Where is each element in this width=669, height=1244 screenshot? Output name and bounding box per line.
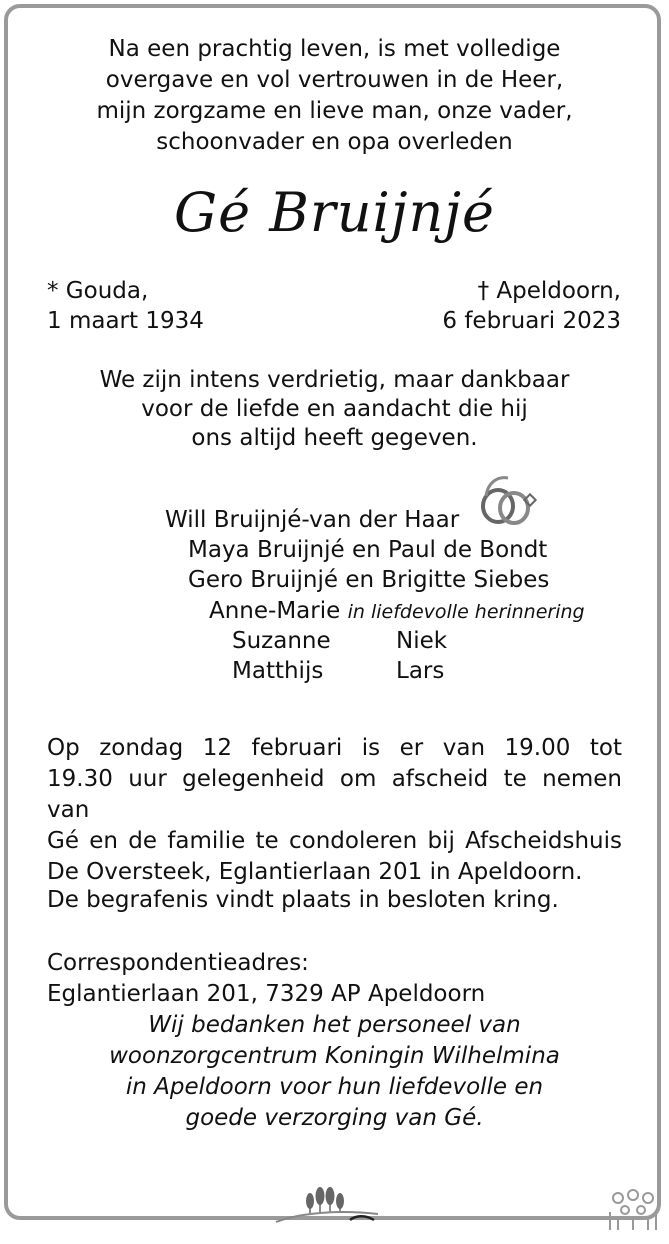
- thanks-line: woonzorgcentrum Koningin Wilhelmina: [109, 1043, 560, 1069]
- death-date: 6 februari 2023: [442, 308, 621, 334]
- grandchild-memory-name: Anne-Marie: [209, 598, 341, 624]
- death-place: † Apeldoorn,: [477, 278, 621, 304]
- family-child-1: Maya Bruijnjé en Paul de Bondt: [188, 537, 548, 563]
- sorrow-line: voor de liefde en aandacht die hij: [141, 396, 528, 422]
- correspondence-address: Eglantierlaan 201, 7329 AP Apeldoorn: [47, 981, 486, 1007]
- deceased-name: Gé Bruijnjé: [173, 181, 496, 244]
- sorrow-line: We zijn intens verdrietig, maar dankbaar: [99, 367, 570, 393]
- intro-line: Na een prachtig leven, is met volledige: [108, 36, 561, 62]
- thanks-line: Wij bedanken het personeel van: [148, 1012, 521, 1038]
- family-spouse: Will Bruijnjé-van der Haar: [165, 507, 460, 533]
- funeral-note: De begrafenis vindt plaats in besloten kring.: [47, 887, 559, 913]
- birth-place: * Gouda,: [47, 278, 149, 304]
- grandchild-name: Niek: [396, 628, 448, 654]
- birth-date: 1 maart 1934: [47, 308, 204, 334]
- thanks-line: goede verzorging van Gé.: [185, 1105, 484, 1131]
- intro-line: mijn zorgzame en lieve man, onze vader,: [96, 98, 573, 124]
- sorrow-text: [0, 366, 669, 453]
- intro-line: schoonvader en opa overleden: [156, 129, 513, 155]
- ceremony-text: [47, 733, 622, 888]
- grandchild-name: Matthijs: [232, 658, 324, 684]
- ceremony-line: Gé en de familie te condoleren bij Afscheidshuis: [47, 828, 622, 854]
- ceremony-line: De Oversteek, Eglantierlaan 201 in Apeldoorn.: [47, 859, 583, 885]
- thanks-line: in Apeldoorn voor hun liefdevolle en: [125, 1074, 544, 1100]
- correspondence: [47, 948, 622, 1010]
- thanks-text: [0, 1010, 669, 1134]
- family-child-2: Gero Bruijnjé en Brigitte Siebes: [188, 567, 550, 593]
- correspondence-label: Correspondentieadres:: [47, 950, 309, 976]
- ceremony-line: Op zondag 12 februari is er van 19.00 tot: [47, 735, 622, 761]
- family-grandchild-memory: [209, 596, 585, 627]
- death-info: [442, 276, 621, 336]
- birth-info: [47, 276, 204, 336]
- sorrow-line: ons altijd heeft gegeven.: [191, 425, 478, 451]
- intro-line: overgave en vol vertrouwen in de Heer,: [105, 67, 564, 93]
- intro-text: [0, 34, 669, 158]
- family-people-icon: [604, 1188, 662, 1232]
- grandchild-name: Lars: [396, 658, 445, 684]
- memory-note: in liefdevolle herinnering: [347, 601, 585, 623]
- trees-landscape-logo: [272, 1184, 382, 1228]
- grandchild-name: Suzanne: [232, 628, 331, 654]
- ceremony-line: 19.30 uur gelegenheid om afscheid te nemen van: [47, 766, 622, 823]
- wedding-rings-icon: [478, 474, 540, 530]
